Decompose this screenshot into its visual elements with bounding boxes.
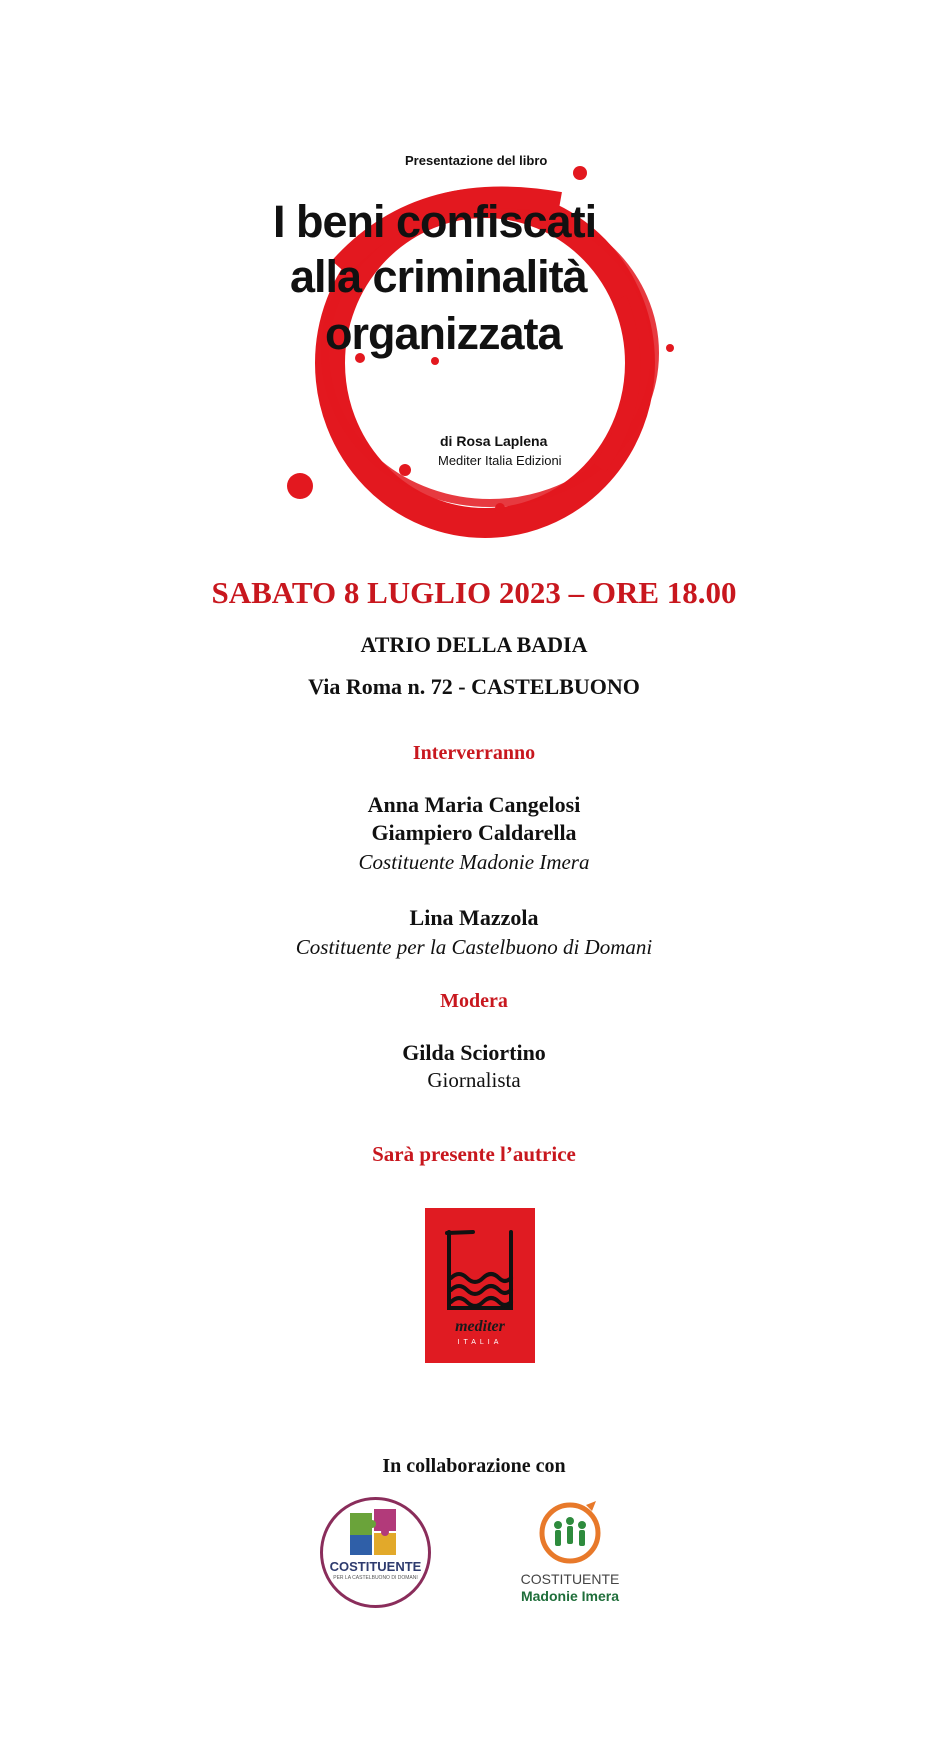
book-cover [270, 148, 700, 538]
moderator-role: Giornalista [427, 1068, 521, 1092]
waves-box-icon [443, 1228, 517, 1314]
cover-title-line-2: alla criminalità [290, 251, 587, 302]
moderator-heading: Modera [440, 990, 508, 1012]
mediter-logo-name: mediter [455, 1318, 505, 1335]
puzzle-circle-icon [318, 1495, 433, 1610]
speaker-name: Anna Maria Cangelosi [367, 792, 581, 817]
cover-title-line-3: organizzata [325, 308, 562, 359]
event-date-time: SABATO 8 LUGLIO 2023 – ORE 18.00 [211, 575, 737, 610]
author-presence-note: Sarà presente l’autrice [372, 1142, 576, 1166]
logo-left-subtitle: PER LA CASTELBUONO DI DOMANI [333, 1575, 418, 1581]
moderator-name: Gilda Sciortino [402, 1040, 546, 1065]
cover-author: di Rosa Laplena [440, 433, 548, 449]
collaboration-label: In collaborazione con [382, 1455, 566, 1477]
mediter-logo-sub: ITALIA [457, 1339, 503, 1346]
speaker-organization: Costituente Madonie Imera [358, 850, 590, 874]
speakers-heading: Interverranno [412, 742, 536, 764]
logo-left-title: COSTITUENTE [329, 1559, 422, 1574]
cover-kicker: Presentazione del libro [405, 153, 548, 168]
people-circle-icon [534, 1495, 606, 1567]
event-venue: ATRIO DELLA BADIA [360, 632, 588, 657]
cover-publisher: Mediter Italia Edizioni [438, 453, 562, 468]
speaker-name: Lina Mazzola [409, 905, 539, 930]
cover-title-line-1: I beni confiscati [273, 196, 597, 247]
costituente-madonie-imera-logo [500, 1495, 640, 1610]
event-address: Via Roma n. 72 - CASTELBUONO [308, 674, 640, 699]
mediter-italia-logo [425, 1208, 535, 1363]
costituente-castelbuono-logo [318, 1495, 433, 1610]
logo-right-subtitle: Madonie Imera [520, 1588, 620, 1604]
speaker-name: Giampiero Caldarella [371, 820, 577, 845]
speaker-organization: Costituente per la Castelbuono di Domani [295, 935, 653, 959]
logo-right-title: COSTITUENTE [520, 1571, 620, 1587]
